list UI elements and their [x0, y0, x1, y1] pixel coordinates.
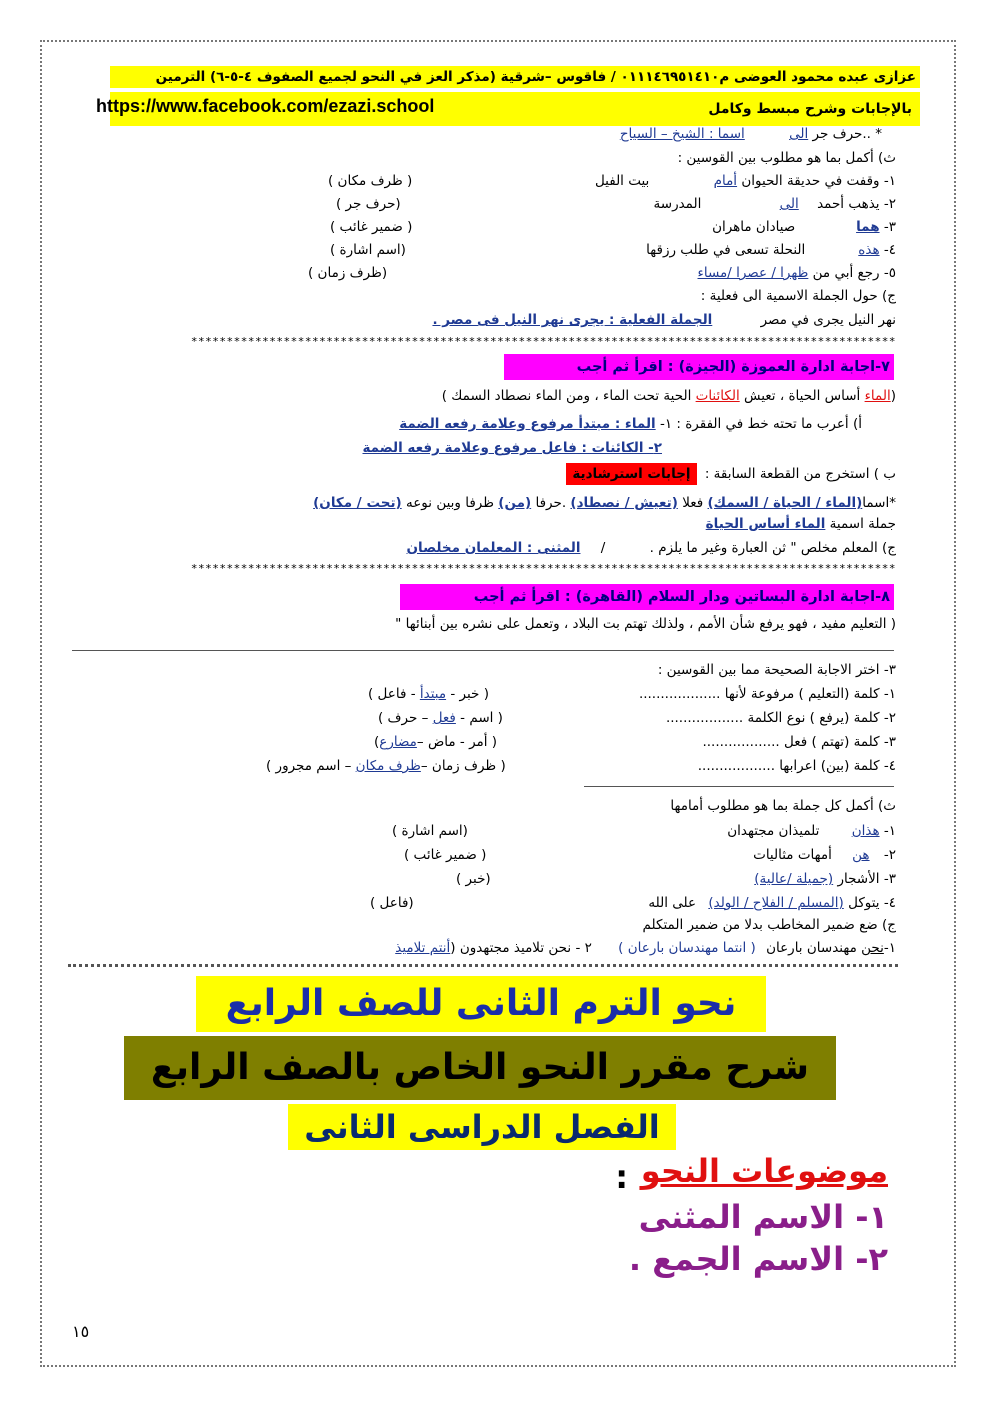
- s3-t2-pre: ٢-: [883, 847, 896, 863]
- s3-j1-tail: مهندسان بارعان: [766, 940, 862, 956]
- s3-c4-ans: ظرف مكان: [355, 758, 421, 774]
- s3-c2-ans: فعل: [432, 710, 456, 726]
- s3-t1-pre: ١-: [883, 823, 896, 839]
- s1-r4-hint: (اسم اشارة ): [330, 242, 406, 258]
- s3-c3-post: ): [374, 734, 380, 750]
- s3-t1-hint: (اسم اشارة ): [392, 823, 468, 839]
- s3-t4-hint: (فاعل ): [370, 895, 414, 911]
- s1-r3-hint: ( ضمير غائب ): [330, 219, 413, 235]
- s2-nominal-lbl: جملة اسمية: [829, 516, 896, 532]
- title-banner-1: نحو الترم الثانى للصف الرابع: [196, 976, 766, 1032]
- s2-qa-text: أ) أعرب ما تحته خط في الفقرة : ١-: [659, 416, 862, 432]
- s3-c2-post: – حرف ): [378, 710, 433, 726]
- topics-heading-text: موضوعات النحو: [640, 1152, 888, 1190]
- s2-nominal-ans: الماء أساس الحياة: [705, 516, 826, 532]
- s2-nominal: [706, 516, 896, 532]
- topics-colon: :: [615, 1158, 628, 1196]
- title-banner-3: الفصل الدراسى الثانى: [288, 1104, 676, 1150]
- s1-r4-tail: النحلة تسعى في طلب رزقها: [646, 242, 806, 258]
- title-banner-2: شرح مقرر النحو الخاص بالصف الرابع: [124, 1036, 836, 1100]
- s1-r5-hint: (ظرف زمان ): [308, 265, 388, 281]
- s2-ex-nouns: (الماء / الحياة / السمك): [707, 495, 863, 511]
- s1-r5-ans: ظهرا / عصرا /مساء: [697, 265, 809, 281]
- s2-passage-b: أساس الحياة ، تعيش: [739, 388, 865, 404]
- s1-r1-hint: ( ظرف مكان ): [328, 173, 413, 189]
- s1-r5-text: ٥- رجع أبي من: [812, 265, 896, 281]
- s3-t1-ans: هذان: [851, 823, 880, 839]
- s2-extract: [313, 495, 896, 511]
- s3-j2-ans: أنتم تلاميذ: [395, 940, 451, 956]
- s1-r2: [654, 196, 896, 212]
- s1-line0-pre: * ..حرف جر: [808, 126, 882, 142]
- topic-item-1: ١- الاسم المثنى: [638, 1198, 888, 1236]
- s3-c3-opts: [374, 734, 497, 750]
- s3-j1-pre: ١-: [883, 940, 896, 956]
- s3-rule-1: [72, 650, 894, 651]
- s1-convert-q: نهر النيل يجرى في مصر: [760, 312, 896, 328]
- s2-ex-prep-lbl: .حرفا: [535, 495, 567, 511]
- s2-passage-a: (: [890, 388, 896, 404]
- s3-c1-ans: مبتدأ: [419, 686, 447, 702]
- s2-qa-ans2: ٢- الكائنات : فاعل مرفوع وعلامة رفعه الضمة: [362, 440, 662, 456]
- s3-t2-ans: هن: [852, 847, 870, 863]
- s1-r4-pre: ٤-: [883, 242, 896, 258]
- s2-qj-ans: المثنى : المعلمان مخلصان: [406, 540, 581, 556]
- header-url[interactable]: https://www.facebook.com/ezazi.school: [96, 96, 435, 116]
- s1-line0-b: اسما : الشيخ – السياح: [619, 126, 745, 142]
- s3-title: ٨-اجابة ادارة البساتين ودار السلام (القاهرة) : اقرأ ثم أجب: [400, 584, 894, 610]
- s2-qb-text: ب ) استخرج من القطعة السابقة :: [704, 466, 896, 482]
- s2-ex-adv-lbl: ظرفا وبين نوعه: [406, 495, 494, 511]
- s3-c4-post: – اسم مجرور ): [266, 758, 356, 774]
- s1-convert: [432, 312, 896, 328]
- s1-r3: [712, 219, 896, 235]
- s1-r2-text: ٢- يذهب أحمد: [817, 196, 896, 212]
- s1-r5: [698, 265, 896, 281]
- s3-c4-opts: [266, 758, 506, 774]
- s1-r4: [646, 242, 896, 258]
- s3-tha: ث) أكمل كل جملة بما هو مطلوب أمامها: [670, 798, 896, 814]
- s3-t4-text: ٤- يتوكل: [848, 895, 896, 911]
- s1-r1-tail: بيت الفيل: [594, 173, 650, 189]
- s2-passage: [442, 388, 896, 404]
- s1-r4-ans: هذه: [858, 242, 880, 258]
- s1-r3-pre: ٣-: [883, 219, 896, 235]
- s2-qa-ans1: الماء : مبتدأ مرفوع وعلامة رفعه الضمة: [399, 416, 656, 432]
- dotted-separator: [68, 964, 898, 967]
- s3-t2-hint: ( ضمير غائب ): [404, 847, 487, 863]
- s3-c1-post: - فاعل ): [368, 686, 420, 702]
- s3-c2-pre: ( اسم -: [455, 710, 503, 726]
- s3-t4-ans: (المسلم / الفلاح / الولد): [708, 895, 844, 911]
- page-number: ١٥: [72, 1322, 90, 1341]
- s3-c2-opts: [378, 710, 503, 726]
- s3-c2: ٢- كلمة (يرفع ) نوع الكلمة ..................: [665, 710, 896, 726]
- s1-tha: ث) أكمل بما هو مطلوب بين القوسين :: [677, 150, 896, 166]
- s1-r3-tail: صيادان ماهران: [712, 219, 796, 235]
- s3-j1: [395, 940, 896, 956]
- s3-t3: [754, 871, 896, 887]
- s3-c1-opts: [368, 686, 489, 702]
- s3-jim: ج) ضع ضمير المخاطب بدلا من ضمير المتكلم: [642, 917, 896, 933]
- s1-r1-text: ١- وقفت في حديقة الحيوان: [741, 173, 896, 189]
- s2-ex-adv: (تحت / مكان): [313, 495, 402, 511]
- s3-c3-ans: مضارع: [379, 734, 417, 750]
- s1-r3-ans: هما: [856, 219, 880, 235]
- s2-ex-verbs-lbl: فعلا: [682, 495, 704, 511]
- s3-t2: [753, 847, 896, 863]
- s2-passage-c: الحية تحت الماء ، ومن الماء نصطاد السمك ): [441, 388, 696, 404]
- s3-t3-ans: (جميلة /عالية): [754, 871, 834, 887]
- s2-qj-text: ج) المعلم مخلص " ثن العبارة وغير ما يلزم .: [649, 540, 896, 556]
- s3-j2-text: ٢ - نحن تلاميذ مجتهدون (: [450, 940, 592, 956]
- s1-convert-a: الجملة الفعلية : يجرى نهر النيل فى مصر .: [432, 312, 713, 328]
- s3-q3: ٣- اختر الاجابة الصحيحة مما بين القوسين :: [657, 662, 896, 678]
- s3-t1: [727, 823, 896, 839]
- s1-r2-hint: (حرف جر ): [336, 196, 401, 212]
- s3-rule-2: [584, 786, 894, 787]
- s1-r2-tail: المدرسة: [653, 196, 702, 212]
- s2-ex-star: *اسما: [862, 495, 896, 511]
- s3-j1-u: نحن: [861, 940, 884, 956]
- s2-title: ٧-اجابة ادارة العموزة (الجيزة) : اقرأ ثم أجب: [504, 354, 894, 380]
- s3-t1-tail: تلميذان مجتهدان: [727, 823, 820, 839]
- s3-j1-ans: ( انتما مهندسان بارعان ): [618, 940, 756, 956]
- s1-r2-ans: الى: [779, 196, 799, 212]
- s3-c3: ٣- كلمة (تهتم ) فعل ..................: [702, 734, 896, 750]
- s3-t3-text: ٣- الأشجار: [837, 871, 896, 887]
- s3-c3-pre: ( أمر - ماض –: [416, 734, 498, 750]
- s3-c1: ١- كلمة (التعليم ) مرفوعة لأنها ...................: [638, 686, 896, 702]
- stars-sep-1: ***************************************************************************************************: [190, 335, 896, 348]
- s2-ex-verbs: (تعيش / نصطاد): [570, 495, 678, 511]
- s3-t4-tail: على الله: [648, 895, 697, 911]
- s1-jim: ج) حول الجملة الاسمية الى فعلية :: [700, 288, 896, 304]
- s2-qa: [399, 416, 862, 432]
- s2-qb: [566, 466, 896, 482]
- s3-t4: [648, 895, 896, 911]
- s2-ex-prep: (من): [498, 495, 532, 511]
- s1-line0: [620, 126, 882, 142]
- s3-passage: ( التعليم مفيد ، فهو يرفع شأن الأمم ، ولذلك تهتم بت البلاد ، وتعمل على نشره بين أبنائها ": [395, 616, 896, 632]
- s2-qj: [407, 540, 896, 556]
- s2-qj-sep: /: [600, 540, 606, 556]
- stars-sep-2: ***************************************************************************************************: [190, 562, 896, 575]
- s3-t2-tail: أمهات مثاليات: [753, 847, 832, 863]
- header-line2: بالإجابات وشرح مبسط وكامل: [708, 101, 912, 117]
- s2-passage-w1: الماء: [864, 388, 891, 404]
- s1-r1-ans: أمام: [713, 173, 738, 189]
- s2-qb-badge: إجابات استرشادية: [566, 463, 696, 485]
- s3-c1-pre: ( خبر -: [446, 686, 489, 702]
- s3-t3-hint: (خبر ): [456, 871, 491, 887]
- s3-c4-pre: ( ظرف زمان –: [420, 758, 506, 774]
- topics-heading: [641, 1152, 888, 1190]
- s3-c4: ٤- كلمة (بين) اعرابها ..................: [697, 758, 896, 774]
- s2-passage-w2: الكائنات: [695, 388, 740, 404]
- s1-line0-a: الى: [789, 126, 809, 142]
- s1-r1: [595, 173, 896, 189]
- topic-item-2: ٢- الاسم الجمع .: [628, 1240, 888, 1278]
- header-line1: عزازى عبده محمود العوضى م٠١١١٤٦٩٥١٤١٠ / فاقوس –شرقية (مذكر العز في النحو لجميع الصفوف ٤-٥-٦) الترمين: [110, 66, 920, 88]
